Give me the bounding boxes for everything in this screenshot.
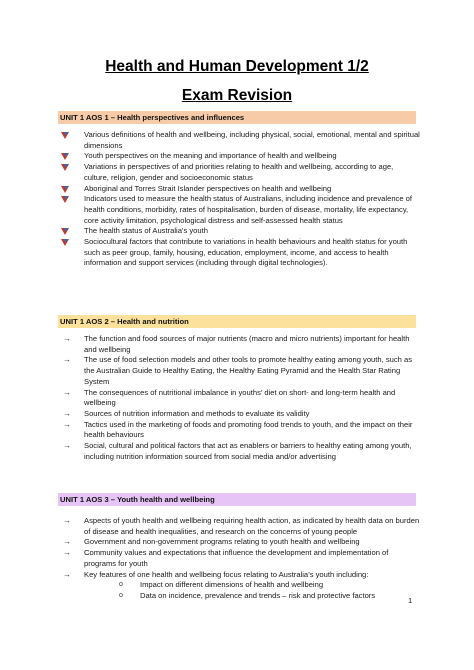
list-item: → Sources of nutrition information and methods to evaluate its validity: [58, 409, 420, 420]
list-item: → Aspects of youth health and wellbeing requiring health action, as indicated by health data on burden of disease and health inequalities, and research on the concerns of young people: [58, 516, 420, 537]
sub-list-item: o Impact on different dimensions of health and wellbeing: [84, 580, 420, 591]
list-item: → Tactics used in the marketing of foods and promoting food trends to youth, and the impact on their health behaviours: [58, 420, 420, 441]
right-arrow-icon: →: [63, 516, 71, 525]
list-item: → Government and non-government programs relating to youth health and wellbeing: [58, 537, 420, 548]
arrow-bullet-icon: [61, 196, 69, 203]
arrow-bullet-icon: [61, 228, 69, 235]
list-item: → Social, cultural and political factors that act as enablers or barriers to healthy eating among youth, including nutrition information sourced from social media and/or advertising: [58, 441, 420, 462]
list-item: Indicators used to measure the health status of Australians, including incidence and prevalence of health conditions, morbidity, rates of hospitalisation, burden of disease, mortality, life expectancy, core activity limitation, psychological distress and self-assessed health status: [58, 194, 420, 226]
arrow-bullet-icon: [61, 164, 69, 171]
right-arrow-icon: →: [63, 408, 71, 418]
list-item: Aboriginal and Torres Strait Islander perspectives on health and wellbeing: [58, 184, 420, 195]
arrow-bullet-icon: [61, 239, 69, 246]
right-arrow-icon: →: [63, 355, 71, 365]
section-heading-aos3: UNIT 1 AOS 3 – Youth health and wellbeing: [58, 493, 416, 506]
circle-bullet-icon: o: [119, 591, 123, 599]
list-item: → The consequences of nutritional imbalance in youths’ diet on short- and long-term health and wellbeing: [58, 388, 420, 409]
list-item: → The use of food selection models and other tools to promote healthy eating among youth, such as the Australian Guide to Healthy Eating, the Healthy Eating Pyramid and the Health Star Rating System: [58, 355, 420, 387]
right-arrow-icon: →: [63, 334, 71, 343]
page-number: 1: [408, 596, 413, 605]
list-item: Various definitions of health and wellbeing, including physical, social, emotional, mental and spiritual dimensions: [58, 130, 420, 151]
list-item: Youth perspectives on the meaning and importance of health and wellbeing: [58, 151, 420, 162]
arrow-bullet-icon: [61, 132, 69, 139]
right-arrow-icon: →: [63, 419, 71, 429]
circle-bullet-icon: o: [119, 581, 123, 589]
arrow-bullet-icon: [61, 153, 69, 160]
right-arrow-icon: →: [63, 441, 71, 451]
list-item: → Community values and expectations that influence the development and implementation of programs for youth: [58, 548, 420, 569]
list-item: Variations in perspectives of and priorities relating to health and wellbeing, according to age, culture, religion, gender and socioeconomic status: [58, 162, 420, 183]
section-heading-aos1: UNIT 1 AOS 1 – Health perspectives and influences: [58, 111, 416, 124]
list-item: → Key features of one health and wellbeing focus relating to Australia’s youth including: o Impact on different dimensions of health and wellbeing o Data on incidence, prevalence and trends – risk and protective factors: [58, 570, 420, 602]
bullet-list-aos3: [58, 516, 420, 602]
right-arrow-icon: →: [63, 548, 71, 558]
document-title: Health and Human Development 1/2: [105, 58, 369, 75]
bullet-list-aos2: [58, 334, 420, 462]
list-item: The health status of Australia’s youth: [58, 226, 420, 237]
list-item: Sociocultural factors that contribute to variations in health behaviours and health status for youth such as peer group, family, housing, education, employment, income, and access to health information and support services (including through digital technologies).: [58, 237, 420, 269]
right-arrow-icon: →: [63, 537, 71, 547]
bullet-list-aos1: [58, 130, 420, 269]
section-heading-aos2: UNIT 1 AOS 2 – Health and nutrition: [58, 315, 416, 328]
sub-list-item: o Data on incidence, prevalence and trends – risk and protective factors: [84, 591, 420, 602]
sub-bullet-list: [84, 580, 420, 601]
arrow-bullet-icon: [61, 186, 69, 193]
right-arrow-icon: →: [63, 569, 71, 579]
document-subtitle: Exam Revision: [181, 87, 293, 104]
right-arrow-icon: →: [63, 387, 71, 397]
list-item: → The function and food sources of major nutrients (macro and micro nutrients) important for health and wellbeing: [58, 334, 420, 355]
